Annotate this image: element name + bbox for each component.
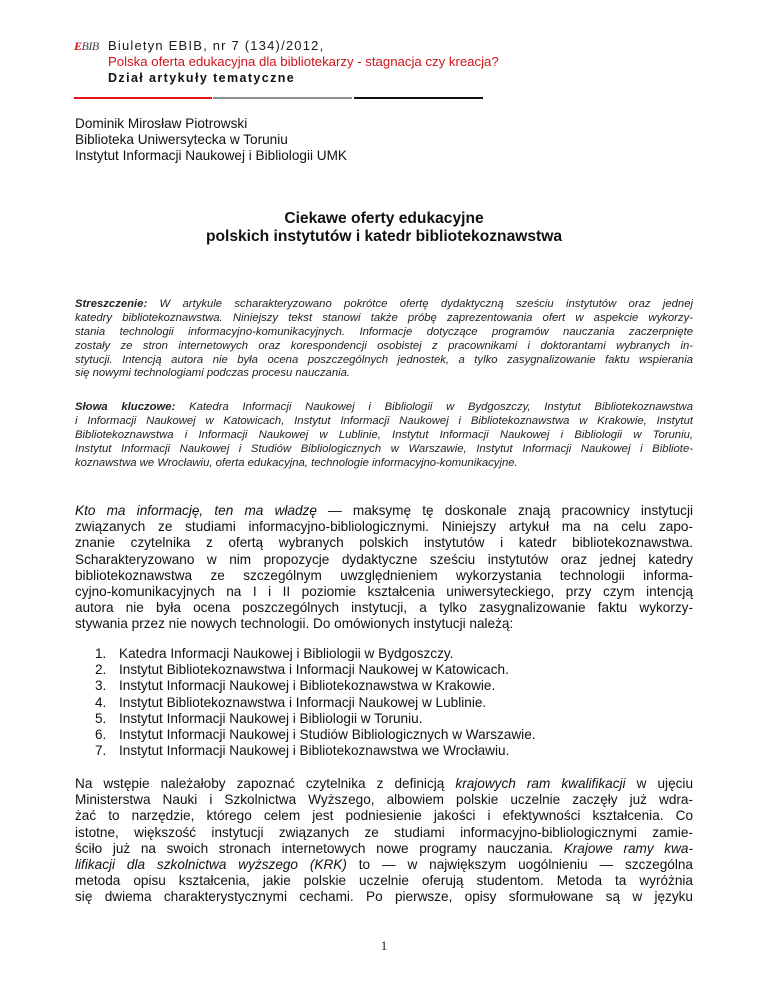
keywords-line: koznawstwa we Wrocławiu, oferta edukacyjna, technologie informacyjno-komunikacyjne. [75, 456, 518, 469]
paragraph-line: Scharakteryzowano w nim propozycje dydaktyczne sześciu instytutów oraz jednej katedry [75, 551, 693, 567]
title-line: polskich instytutów i katedr bibliotekoznawstwa [205, 228, 563, 245]
author-affiliation: Instytut Informacji Naukowej i Bibliologii UMK [75, 148, 347, 164]
author-affiliation: Biblioteka Uniwersytecka w Toruniu [75, 132, 288, 148]
paragraph-line: związanych ze studiami informacyjno-bibliologicznymi. Niniejszy artykuł ma na celu zapo- [75, 519, 693, 535]
abstract-line: katedry bibliotekoznawstwa. Niniejszy tekst stanowi także próbę zaprezentowania ofert w aspekcie wykorzy- [75, 311, 693, 324]
paragraph-line: Ministerstwa Nauki i Szkolnictwa Wyższego, albowiem polskie uczelnie zaczęły już wdra- [75, 792, 693, 808]
keywords-line: i Informacji Naukowej w Katowicach, Instytut Informacji Naukowej i Bibliotekoznawstwa w Krakowie, Instytut [75, 414, 693, 427]
header-rule-grey [213, 97, 352, 99]
paragraph-line: się dwiema charakterystycznymi cechami. Po pierwsze, opisy sformułowane są w języku [75, 889, 693, 905]
paragraph-line: żać to narzędzie, którego celem jest podniesienie jakości i efektywności kształcenia. Co [75, 808, 693, 824]
paragraph-line: istotne, większość instytucji związanych ze studiami informacyjno-bibliologicznymi zamie- [75, 824, 693, 840]
title-line: Ciekawe oferty edukacyjne [284, 210, 484, 227]
article-title [0, 210, 768, 246]
intro-paragraph: Kto ma informację, ten ma władzę — maksymę tę doskonale znają pracownicy instytucji związanych ze studiami informacyjno-bibliologicznymi. Niniejszy artykuł ma na celu zapo- znanie czytelnika z ofertą wybranych polskich instytutów i katedr bibliotekoznawstwa. Scharakteryzowano w nim propozycje dydaktyczne sześciu instytutów oraz jednej katedry bibliotekoznawstwa ze szczególnym uwzględnieniem wykorzystania technologii informa- cyjno-komunikacyjnych na I i II poziomie kształcenia uniwersyteckiego, przy czym intencją autora nie była ocena poszczególnych instytucji, a tylko zasygnalizowanie faktu wykorzy- stywania przez nie nowych technologii. Do omówionych instytucji należą: [75, 503, 693, 632]
ebib-logo-icon: EBIB [74, 39, 99, 53]
author-name: Dominik Mirosław Piotrowski [75, 116, 248, 131]
abstract-line: stytucji. Intencją autora nie była ocena poszczególnych jednostek, a tylko zasygnalizowanie faktu wspierania [75, 353, 693, 366]
journal-title: Biuletyn EBIB, nr 7 (134)/2012, [108, 38, 325, 53]
paragraph-line: znanie czytelnika z ofertą wybranych polskich instytutów i katedr bibliotekoznawstwa. [75, 535, 693, 551]
page-number: 1 [380, 938, 388, 953]
header-rule-red [74, 97, 212, 99]
quote: Kto ma informację, ten ma władzę [75, 503, 317, 518]
abstract-line: się nowymi technologiami podczas procesu nauczania. [75, 367, 351, 380]
paragraph-line: autora nie była ocena poszczególnych instytucji, a tylko zasygnalizowanie faktu wykorzy- [75, 600, 693, 616]
keywords-line: Instytut Informacji Naukowej i Studiów Bibliologicznych w Warszawie, Instytut Informacji Naukowej i Bibliote- [75, 442, 693, 455]
header-rule-black [354, 97, 483, 99]
journal-title-line [74, 38, 324, 54]
keywords: Słowa kluczowe: Katedra Informacji Naukowej i Bibliologii w Bydgoszczy, Instytut Bibliotekoznawstwa i Informacji Naukowej w Katowicach, Instytut Informacji Naukowej i Bibliotekoznawstwa w Krakowie, Instytut Bibliotekoznawstwa i Informacji Naukowej w Lublinie, Instytut Informacji Naukowej i Bibliologii w Toruniu, Instytut Informacji Naukowej i Studiów Bibliologicznych w Warszawie, Instytut Informacji Naukowej i Bibliote- koznawstwa we Wrocławiu, oferta edukacyjna, technologie informacyjno-komunikacyjne. [75, 401, 693, 469]
paragraph-line: stywania przez nie nowych technologii. Do omówionych instytucji należą: [75, 616, 514, 632]
document-page: EBIB Biuletyn EBIB, nr 7 (134)/2012, Polska oferta edukacyjna dla bibliotekarzy - stagnacja czy kreacja? Dział artykuły tematyczne Dominik Mirosław Piotrowski Biblioteka Uniwersytecka w Toruniu Instytut Informacji Naukowej i Bibliologii UMK Ciekawe oferty edukacyjne polskich instytutów i katedr bibliotekoznawstwa Streszczenie: W artykule scharakteryzowano pokrótce ofertę dydaktyczną sześciu instytutów oraz jednej katedry bibliotekoznawstwa. Niniejszy tekst stanowi także próbę zaprezentowania ofert w aspekcie wykorzy- stania technologii informacyjno-komunikacyjnych. Informacje dotyczące programów nauczania zaczerpnięte zostały ze stron internetowych oraz korespondencji osobistej z pracownikami i doktorantami wybranych in- stytucji. Intencją autora nie była ocena poszczególnych jednostek, a tylko zasygnalizowanie faktu wspierania się nowymi technologiami podczas procesu nauczania. Słowa kluczowe: Katedra Informacji Naukowej i Bibliologii w Bydgoszczy, Instytut Bibliotekoznawstwa i Informacji Naukowej w Katowicach, Instytut Informacji Naukowej i Bibliotekoznawstwa w Krakowie, Instytut Bibliotekoznawstwa i Informacji Naukowej w Lublinie, Instytut Informacji Naukowej i Bibliologii w Toruniu, Instytut Informacji Naukowej i Studiów Bibliologicznych w Warszawie, Instytut Informacji Naukowej i Bibliote- koznawstwa we Wrocławiu, oferta edukacyjna, technologie informacyjno-komunikacyjne. Kto ma informację, ten ma władzę — maksymę tę doskonale znają pracownicy instytucji związanych ze studiami informacyjno-bibliologicznymi. Niniejszy artykuł ma na celu zapo- znanie czytelnika z ofertą wybranych polskich instytutów i katedr bibliotekoznawstwa. Scharakteryzowano w nim propozycje dydaktyczne sześciu instytutów oraz jednej katedry bibliotekoznawstwa ze szczególnym uwzględnieniem wykorzystania technologii informa- cyjno-komunikacyjnych na I i II poziomie kształcenia uniwersyteckiego, przy czym intencją autora nie była ocena poszczególnych instytucji, a tylko zasygnalizowanie faktu wykorzy- stywania przez nie nowych technologii. Do omówionych instytucji należą: 1. Katedra Informacji Naukowej i Bibliologii w Bydgoszczy. 2. Instytut Bibliotekoznawstwa i Informacji Naukowej w Katowicach. 3. Instytut Informacji Naukowej i Bibliotekoznawstwa w Krakowie. 4. Instytut Bibliotekoznawstwa i Informacji Naukowej w Lublinie. 5. Instytut Informacji Naukowej i Bibliologii w Toruniu. 6. Instytut Informacji Naukowej i Studiów Bibliologicznych w Warszawie. 7. Instytut Informacji Naukowej i Bibliotekoznawstwa we Wrocławiu. Na wstępie należałoby zapoznać czytelnika z definicją krajowych ram kwalifikacji w ujęciu Ministerstwa Nauki i Szkolnictwa Wyższego, albowiem polskie uczelnie zaczęły już wdra- żać to narzędzie, którego celem jest podniesienie jakości i efektywności kształcenia. Co istotne, większość instytucji związanych ze studiami informacyjno-bibliologicznymi zamie- ściło już na swoich stronach internetowych nowe programy nauczania. Krajowe ramy kwa- lifikacji dla szkolnictwa wyższego (KRK) to — w największym uogólnieniu — szczególna metoda opisu kształcenia, jakie polskie uczelnie oferują studentom. Metoda ta wyróżnia się dwiema charakterystycznymi cechami. Po pierwsze, opisy sformułowane są w języku 1 [0, 0, 768, 994]
paragraph-line: cyjno-komunikacyjnych na I i II poziomie kształcenia uniwersyteckiego, przy czym intencją [75, 583, 693, 599]
keywords-line: Bibliotekoznawstwa i Informacji Naukowej w Lublinie, Instytut Informacji Naukowej i Bibliologii w Toruniu, [75, 428, 693, 441]
term-krk: krajowych ram kwalifikacji [455, 776, 626, 791]
abstract-label: Streszczenie: [75, 298, 148, 310]
abstract-line: stania technologii informacyjno-komunikacyjnych. Informacje dotyczące programów nauczania zaczerpnięte [75, 325, 693, 338]
krk-paragraph: Na wstępie należałoby zapoznać czytelnika z definicją krajowych ram kwalifikacji w ujęciu Ministerstwa Nauki i Szkolnictwa Wyższego, albowiem polskie uczelnie zaczęły już wdra- żać to narzędzie, którego celem jest podniesienie jakości i efektywności kształcenia. Co istotne, większość instytucji związanych ze studiami informacyjno-bibliologicznymi zamie- ściło już na swoich stronach internetowych nowe programy nauczania. Krajowe ramy kwa- lifikacji dla szkolnictwa wyższego (KRK) to — w największym uogólnieniu — szczególna metoda opisu kształcenia, jakie polskie uczelnie oferują studentom. Metoda ta wyróżnia się dwiema charakterystycznymi cechami. Po pierwsze, opisy sformułowane są w języku [75, 776, 693, 905]
issue-theme: Polska oferta edukacyjna dla bibliotekarzy - stagnacja czy kreacja? [108, 54, 499, 69]
keywords-label: Słowa kluczowe: [75, 401, 176, 413]
author-block [75, 116, 347, 165]
abstract: Streszczenie: W artykule scharakteryzowano pokrótce ofertę dydaktyczną sześciu instytutów oraz jednej katedry bibliotekoznawstwa. Niniejszy tekst stanowi także próbę zaprezentowania ofert w aspekcie wykorzy- stania technologii informacyjno-komunikacyjnych. Informacje dotyczące programów nauczania zaczerpnięte zostały ze stron internetowych oraz korespondencji osobistej z pracownikami i doktorantami wybranych in- stytucji. Intencją autora nie była ocena poszczególnych jednostek, a tylko zasygnalizowanie faktu wspierania się nowymi technologiami podczas procesu nauczania. [75, 298, 693, 380]
paragraph-line: bibliotekoznawstwa ze szczególnym uwzględnieniem wykorzystania technologii informa- [75, 567, 693, 583]
paragraph-line: metoda opisu kształcenia, jakie polskie uczelnie oferują studentom. Metoda ta wyróżnia [75, 873, 693, 889]
abstract-line: zostały ze stron internetowych oraz korespondencji osobistej z pracownikami i doktorantami wybranych in- [75, 339, 693, 352]
section-name: Dział artykuły tematyczne [108, 71, 296, 85]
